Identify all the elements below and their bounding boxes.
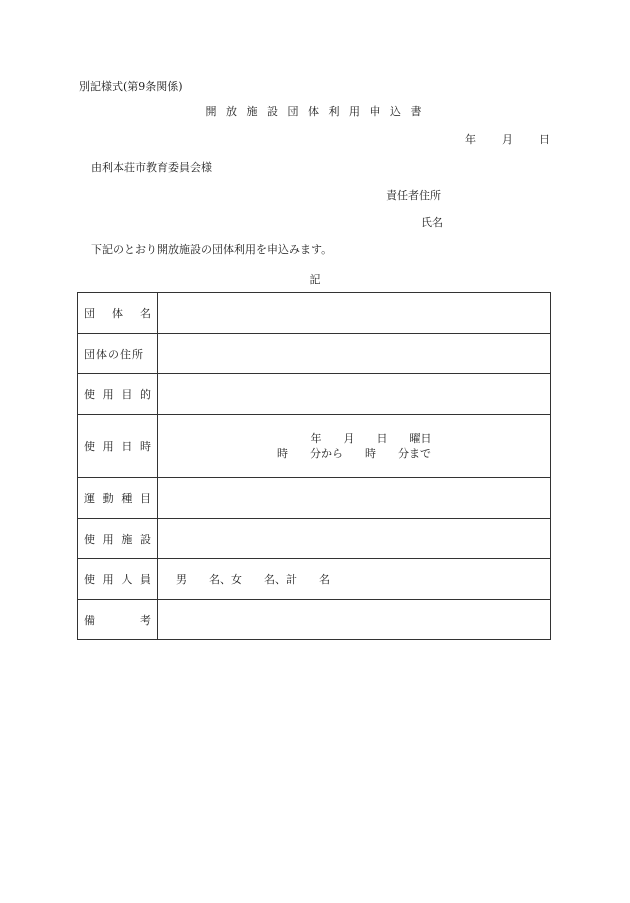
people-field[interactable] bbox=[158, 559, 551, 600]
label-char: 目 bbox=[121, 388, 133, 401]
sport-field[interactable] bbox=[158, 478, 551, 519]
table-row-facility bbox=[78, 519, 551, 559]
label-char: 使 bbox=[84, 440, 95, 453]
label-char: 用 bbox=[102, 440, 114, 453]
label-char: 用 bbox=[102, 388, 114, 401]
label-people bbox=[78, 559, 158, 600]
datetime-field[interactable] bbox=[158, 415, 551, 478]
responsible-address-label: 責任者住所 bbox=[386, 189, 441, 202]
date-month-label: 月 bbox=[502, 133, 513, 146]
table-row-sport bbox=[78, 478, 551, 519]
facility-field[interactable] bbox=[158, 519, 551, 559]
datetime-date-line: 年 月 日 曜日 bbox=[310, 432, 432, 445]
label-purpose bbox=[78, 374, 158, 415]
label-facility bbox=[78, 519, 158, 559]
label-char: 用 bbox=[102, 573, 114, 586]
label-char: 使 bbox=[84, 388, 95, 401]
table-row-remarks bbox=[78, 600, 551, 640]
label-text: 団体の住所 bbox=[84, 347, 144, 361]
label-char: 体 bbox=[112, 307, 123, 320]
label-char: 日 bbox=[121, 440, 133, 453]
label-remarks bbox=[78, 600, 158, 640]
label-char: 目 bbox=[139, 492, 151, 505]
table-row-group-address bbox=[78, 334, 551, 374]
label-char: 運 bbox=[84, 492, 95, 505]
label-char: 考 bbox=[140, 613, 151, 627]
datetime-time-line: 時 分から 時 分まで bbox=[277, 447, 431, 460]
label-char: 名 bbox=[140, 307, 151, 320]
application-statement: 下記のとおり開放施設の団体利用を申込みます。 bbox=[91, 243, 333, 256]
label-sport bbox=[78, 478, 158, 519]
label-char: 時 bbox=[139, 440, 151, 453]
remarks-field[interactable] bbox=[158, 600, 551, 640]
table-row-group-name bbox=[78, 293, 551, 334]
purpose-field[interactable] bbox=[158, 374, 551, 415]
label-char: 設 bbox=[139, 532, 151, 546]
label-datetime bbox=[78, 415, 158, 478]
ki-heading: 記 bbox=[309, 273, 321, 286]
table-row-purpose bbox=[78, 374, 551, 415]
group-address-field[interactable] bbox=[158, 334, 551, 374]
date-day-label: 日 bbox=[539, 133, 550, 146]
label-char: 使 bbox=[84, 573, 95, 586]
label-group-address bbox=[78, 334, 158, 374]
people-count-text: 男 名、女 名、計 名 bbox=[176, 573, 330, 586]
label-char: 団 bbox=[84, 307, 95, 320]
label-char: 種 bbox=[121, 492, 133, 505]
label-char: 用 bbox=[102, 532, 114, 546]
page-title: 開 放 施 設 団 体 利 用 申 込 書 bbox=[205, 105, 425, 118]
label-char: 人 bbox=[121, 573, 133, 586]
label-char: 的 bbox=[139, 388, 151, 401]
label-char: 動 bbox=[102, 492, 114, 505]
responsible-name-label: 氏名 bbox=[421, 216, 443, 229]
label-char: 使 bbox=[84, 532, 95, 546]
date-year-label: 年 bbox=[465, 133, 476, 146]
table-row-people bbox=[78, 559, 551, 600]
label-char: 施 bbox=[121, 532, 133, 546]
label-group-name bbox=[78, 293, 158, 334]
table-row-datetime bbox=[78, 415, 551, 478]
group-name-field[interactable] bbox=[158, 293, 551, 334]
form-number: 別記様式(第9条関係) bbox=[79, 80, 183, 93]
label-char: 備 bbox=[84, 613, 95, 627]
application-table bbox=[77, 292, 551, 640]
application-date bbox=[465, 133, 550, 147]
addressee: 由利本荘市教育委員会様 bbox=[91, 161, 212, 174]
label-char: 員 bbox=[139, 573, 151, 586]
